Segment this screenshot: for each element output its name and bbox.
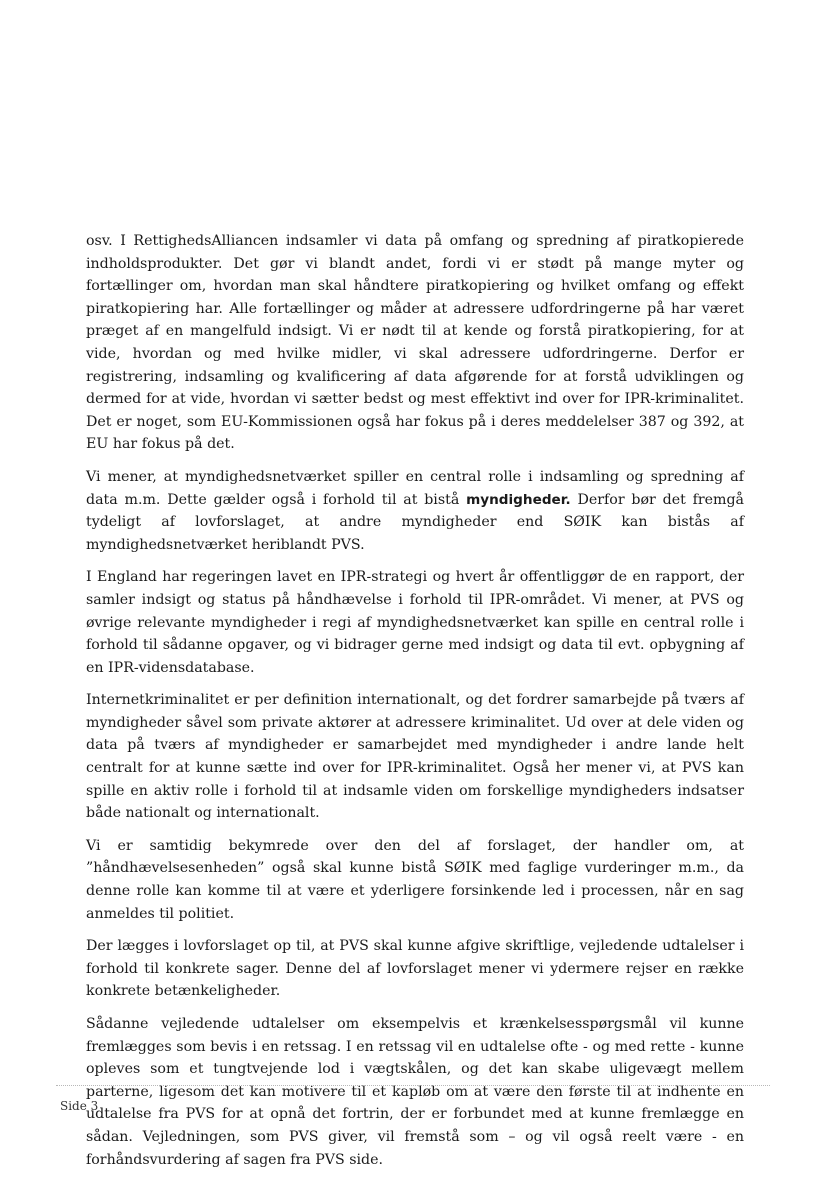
paragraph-concern-soik: Vi er samtidig bekymrede over den del af forslaget, der handler om, at ”håndhævelsesenheden” også skal kunne bistå SØIK med faglige vurderinger m.m., da denne rolle kan komme til at være et yderligere forsinkende led i processen, når en sag anmeldes til politiet. <box>86 837 744 922</box>
paragraph-england-strategy: I England har regeringen lavet en IPR-strategi og hvert år offentliggør de en rapport, der samler indsigt og status på håndhævelse i forhold til IPR-området. Vi mener, at PVS og øvrige relevante myndigheder i regi af myndighedsnetværket kan spille en central rolle i forhold til sådanne opgaver, og vi bidrager gerne med indsigt og data til evt. opbygning af en IPR-vidensdatabase. <box>86 569 744 676</box>
paragraph-text-after-bold: Derfor bør det fremgå tydeligt af lovforslaget, at andre myndigheder end SØIK kan bistås af myndighedsnetværket heriblandt PVS. <box>86 491 744 553</box>
paragraph-authority-network <box>86 466 744 556</box>
paragraph-guidance-statements: Der lægges i lovforslaget op til, at PVS skal kunne afgive skriftlige, vejledende udtalelser i forhold til konkrete sager. Denne del af lovforslaget mener vi ydermere rejser en række konkrete betænkeligheder. <box>86 938 744 1000</box>
paragraph-international-crime: Internetkriminalitet er per definition internationalt, og det fordrer samarbejde på tværs af myndigheder såvel som private aktører at adressere kriminalitet. Ud over at dele viden og data på tværs af myndigheder er samarbejdet med myndigheder i andre lande helt centralt for at kunne sætte ind over for IPR-kriminalitet. Også her mener vi, at PVS kan spille en aktiv rolle i forhold til at indsamle viden om forskellige myndigheders indsatser både nationalt og internationalt. <box>86 692 744 822</box>
page-number: Side 3 <box>60 1099 99 1113</box>
paragraph-data-collection: osv. I RettighedsAlliancen indsamler vi data på omfang og spredning af piratkopierede indholdsprodukter. Det gør vi blandt andet, fordi vi er stødt på mange myter og fortællinger om, hvordan man skal håndtere piratkopiering og hvilket omfang og effekt piratkopiering har. Alle fortællinger og måder at adressere udfordringerne på har været præget af en mangelfuld indsigt. Vi er nødt til at kende og forstå piratkopiering, for at vide, hvordan og med hvilke midler, vi skal adressere udfordringerne. Derfor er registrering, indsamling og kvalificering af data afgørende for at forstå udviklingen og dermed for at vide, hvordan vi sætter bedst og mest effektivt ind over for IPR-kriminalitet. Det er noget, som EU-Kommissionen også har fokus på i deres meddelelser 387 og 392, at EU har fokus på det. <box>86 233 744 453</box>
paragraph-text-before-bold: Vi mener, at myndighedsnetværket spiller en central rolle i indsamling og spredning af data m.m. Dette gælder også i forhold til at bistå <box>86 468 744 508</box>
footer-divider <box>56 1085 770 1086</box>
document-body <box>86 230 744 1181</box>
paragraph-court-evidence: Sådanne vejledende udtalelser om eksempelvis et krænkelsesspørgsmål vil kunne fremlægges som bevis i en retssag. I en retssag vil en udtalelse ofte - og med rette - kunne opleves som et tungtvejende lod i vægtskålen, og det kan skabe uligevægt mellem parterne, ligesom det kan motivere til et kapløb om at være den første til at indhente en udtalelse fra PVS for at opnå det fortrin, der er forbundet med at kunne fremlægge en sådan. Vejledningen, som PVS giver, vil fremstå som – og vil også reelt være - en forhåndsvurdering af sagen fra PVS side. <box>86 1016 744 1168</box>
bold-emphasis: myndigheder. <box>466 491 571 508</box>
